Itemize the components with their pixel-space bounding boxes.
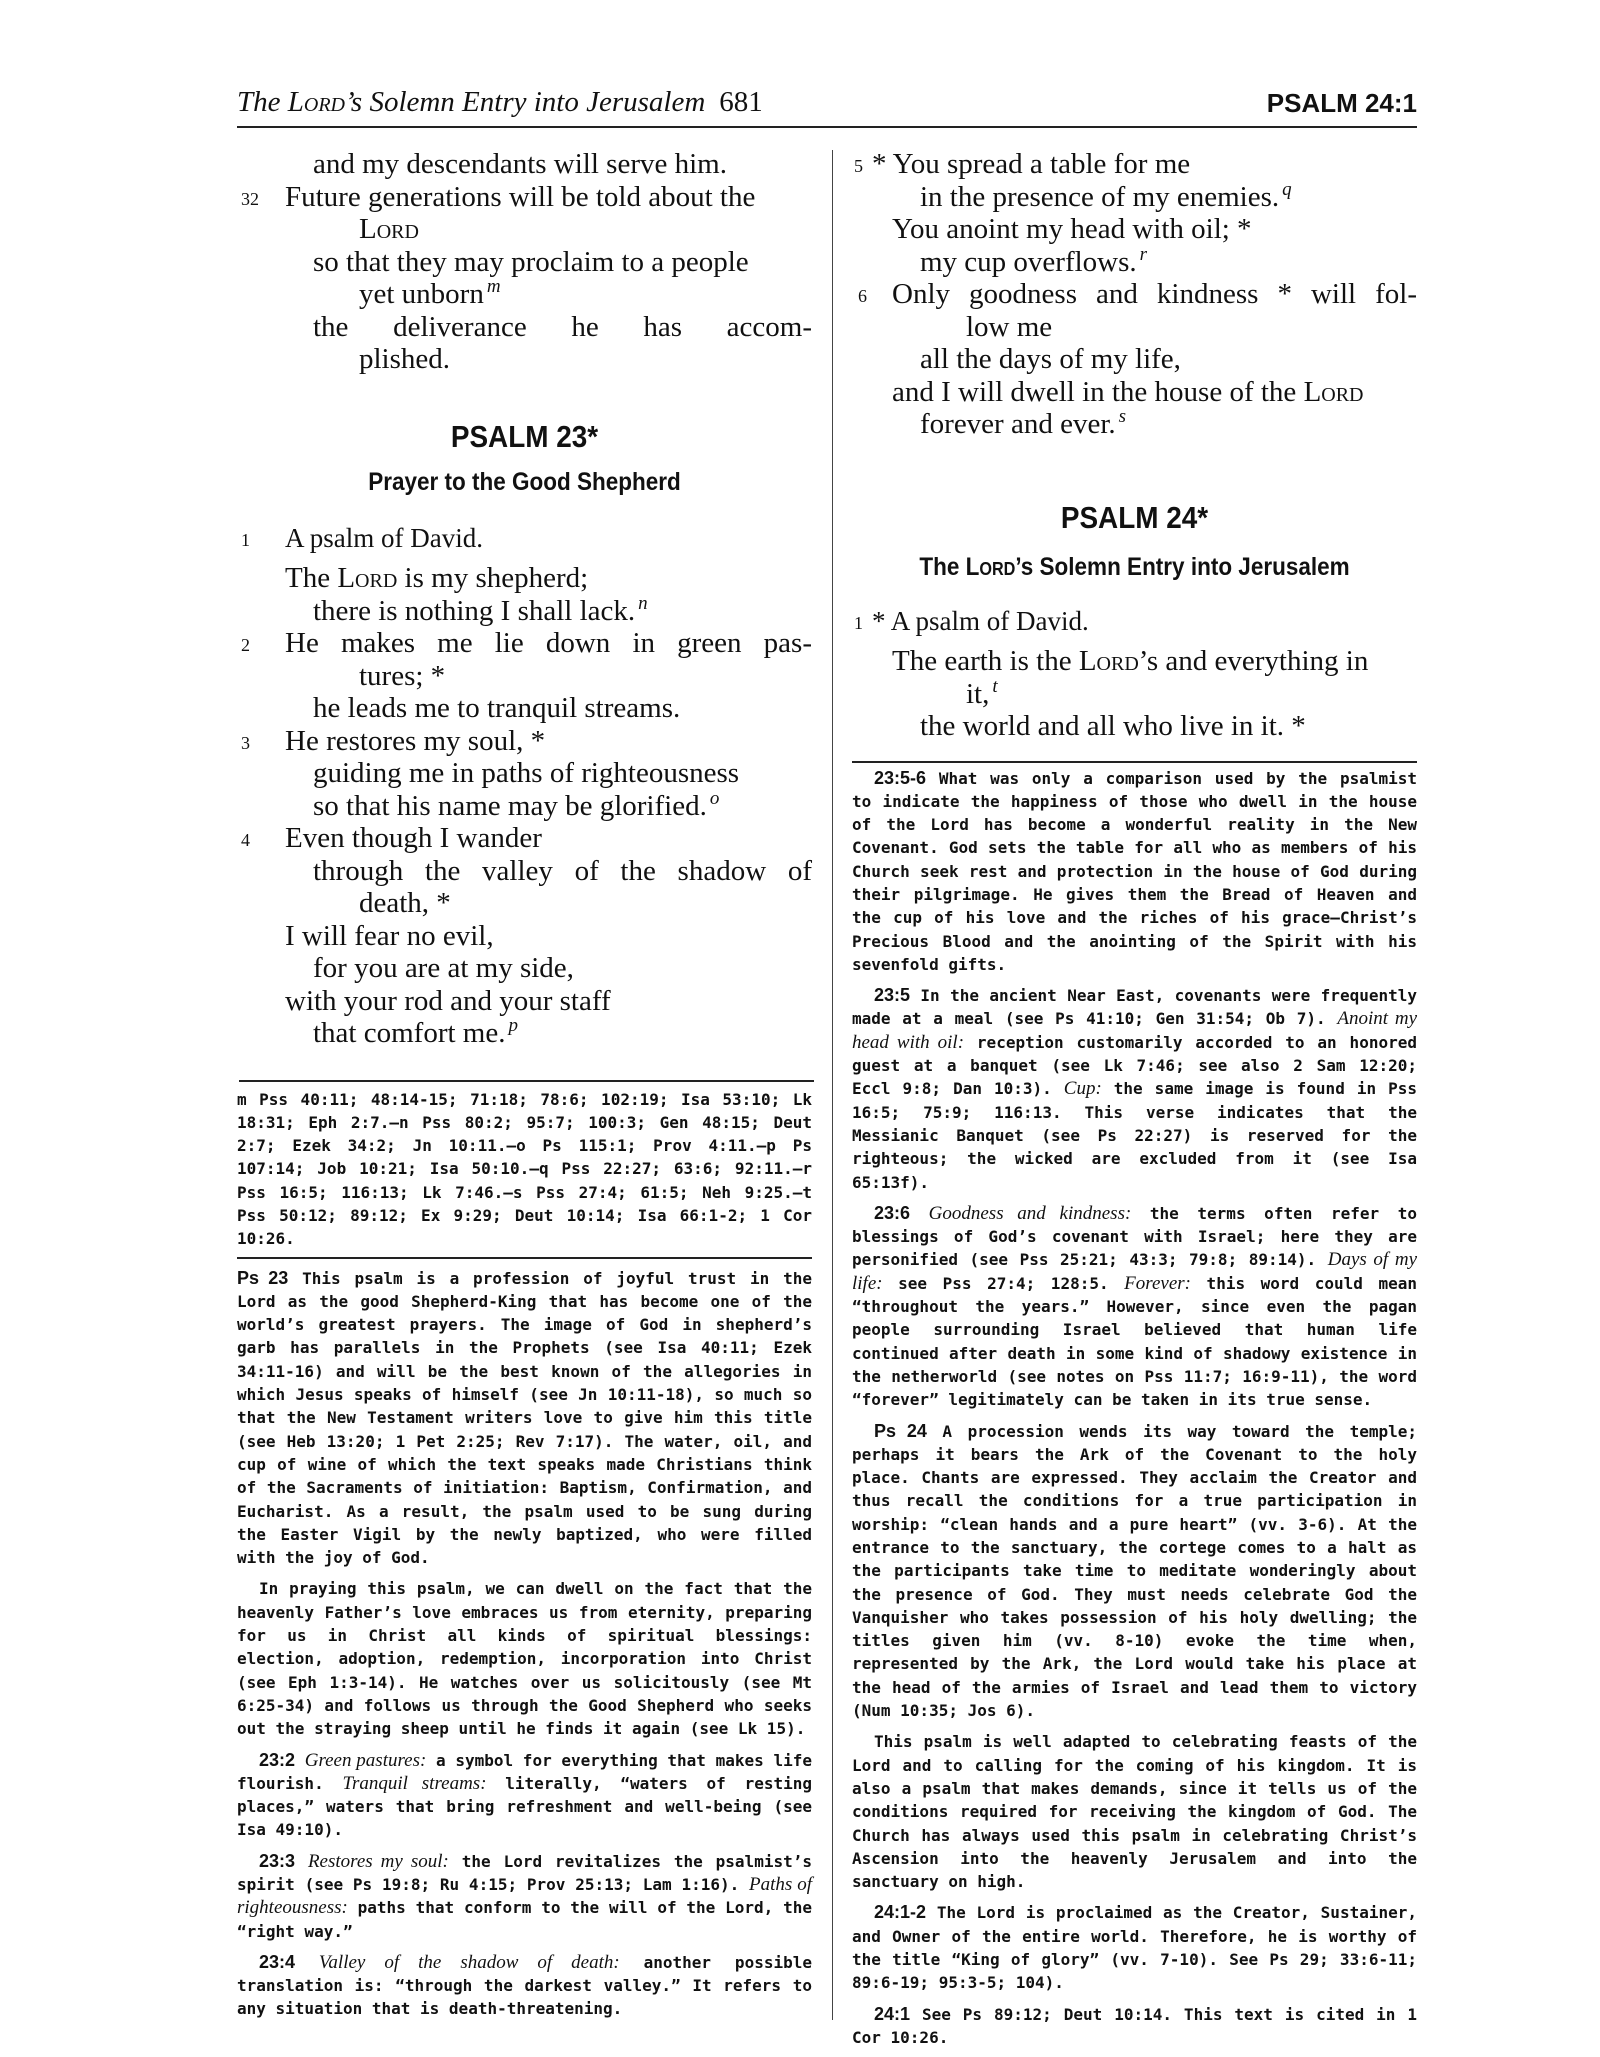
left-column [237, 148, 812, 2029]
verse-line: low me [966, 310, 1053, 343]
psalm-22-ending [237, 148, 812, 376]
verse-line: The earth is the Lord’s and everything in [892, 645, 1369, 677]
note-23-2: 23:2 Green pastures: a symbol for everything that makes life flourish. Tranquil streams: literally, “waters of resting places,” waters that bring refreshment and well-being (see Isa 49:10). [237, 1749, 813, 1840]
psalm-24-title: PSALM 24* [1060, 499, 1209, 535]
verse-line: Lord [359, 213, 419, 245]
verse-line: guiding me in paths of righteousness [313, 757, 740, 789]
verse-line: with your rod and your staff [285, 984, 611, 1017]
verse-line: 3 He restores my soul, * [241, 724, 546, 757]
verse-line: plished. [359, 343, 451, 375]
chapter-reference: PSALM 24:1 [1266, 88, 1417, 118]
verse-line: so that they may proclaim to a people [313, 245, 749, 278]
left-notes [237, 1259, 812, 2021]
note-24-1-2: 24:1-2 The Lord is proclaimed as the Creator, Sustainer, and Owner of the entire world. Therefore, he is worthy of the title “King of glory” (vv. 7-10). See Ps 29; 33:6-11; 89:6-19; 95:3-5; 104). [852, 1902, 1417, 1993]
running-header [237, 86, 1417, 128]
verse-line: and my descendants will serve him. [313, 148, 727, 180]
verse-line: 4 Even though I wander [241, 822, 542, 854]
verse-line: through the valley of the shadow of [313, 854, 812, 887]
cross-references: m Pss 40:11; 48:14-15; 71:18; 78:6; 102:19; Isa 53:10; Lk 18:31; Eph 2:7.—n Pss 80:2; 95:7; 100:3; Gen 48:15; Deut 2:7; Ezek 34:2; Jn 10:11.—o Ps 115:1; Prov 4:11.—p Ps 107:14; Job 10:21; Isa 50:10.—q Pss 22:27; 63:6; 92:11.—r Pss 16:5; 116:13; Lk 7:46.—s Pss 27:4; 61:5; Neh 9:25.—t Pss 50:12; 89:12; Ex 9:29; Deut 10:14; Isa 66:1-2; 1 Cor 10:26. [237, 1089, 812, 1249]
verse-line: and I will dwell in the house of the Lord [892, 375, 1364, 408]
note-23-5: 23:5 In the ancient Near East, covenants were frequently made at a meal (see Ps 41:10; Gen 31:54; Ob 7). Anoint my head with oil: reception customarily accorded to an honored guest at a banquet (see Lk 7:46; see also 2 Sam 12:20; Eccl 9:8; Dan 10:3). Cup: the same image is found in Pss 16:5; 75:9; 116:13. This verse indicates that the Messianic Banquet (see Ps 22:27) is reserved for the righteous; the wicked are excluded from it (see Isa 65:13f). [852, 985, 1417, 1192]
right-notes [852, 763, 1417, 2050]
right-column [852, 148, 1417, 2057]
note-23-6: 23:6 Goodness and kindness: the terms often refer to blessings of God’s covenant with Israel; here they are personified (see Pss 25:21; 43:3; 79:8; 89:14). Days of my life: see Pss 27:4; 128:5. Forever: this word could mean “throughout the years.” However, since even the pagan people surrounding Israel believed that human life continued after death in some kind of shadowy existence in the netherworld (see notes on Pss 11:7; 16:9-11), the word “forever” legitimately can be taken in its true sense. [852, 1202, 1418, 1410]
running-title: The Lord’s Solemn Entry into Jerusalem 681 [237, 86, 763, 118]
verse-line: so that his name may be glorified. $^o$ [313, 787, 720, 822]
superscription: 1 A psalm of David. [241, 522, 483, 553]
note-ps24: Ps 24 A procession wends its way toward the temple; perhaps it bears the Ark of the Covenant to the holy place. Chants are expressed. They acclaim the Creator and thus recall the conditions for a true participation in worship: “clean hands and a pure heart” (vv. 3-6). At the entrance to the sanctuary, the cortege comes to a halt as the participants take time to meditate wonderingly about the presence of God. They must needs celebrate God the Vanquisher who takes possession of his holy dwelling; the titles given him (vv. 8-10) evoke the time when, represented by the Ark, the Lord would take his place at the head of the armies of Israel and lead them to victory (Num 10:35; Jos 6). [852, 1420, 1418, 1721]
verse-line: my cup overflows. $^r$ [920, 243, 1148, 278]
psalm-23-subtitle: Prayer to the Good Shepherd [368, 467, 681, 496]
note-ps24-cont: This psalm is well adapted to celebrating feasts of the Lord and to calling for the coming of his kingdom. It is also a psalm that makes demands, since it tells us of the conditions required for receiving the kingdom of God. The Church has always used this psalm in celebrating Christ’s Ascension into the heavenly Jerusalem and into the sanctuary on high. [852, 1732, 1417, 1892]
note-ps23-cont: In praying this psalm, we can dwell on the fact that the heavenly Father’s love embraces us from eternity, preparing for us in Christ all kinds of spiritual blessings: election, adoption, redemption, incorporation into Christ (see Eph 1:3-14). He watches over us solicitously (see Mt 6:25-34) and follows us through the Good Shepherd who seeks out the straying sheep until he finds it again (see Lk 15). [237, 1579, 812, 1739]
verse-line: death, * [359, 887, 451, 919]
verse-line: he leads me to tranquil streams. [313, 692, 681, 724]
note-23-4: 23:4 Valley of the shadow of death: another possible translation is: “through the darkest valley.” It refers to any situation that is death-threatening. [237, 1951, 812, 2019]
verse-line: for you are at my side, [313, 952, 574, 984]
page-number: 681 [719, 86, 763, 118]
verse-line: there is nothing I shall lack. $^n$ [313, 592, 648, 627]
note-ps23: Ps 23 This psalm is a profession of joyful trust in the Lord as the good Shepherd-King that has become one of the world’s greatest prayers. The image of God in shepherd’s garb has parallels in the Prophets (see Isa 40:11; Ezek 34:11-16) and will be the best known of the allegories in which Jesus speaks of himself (see Jn 10:11-18), so much so that the New Testament writers love to give him this title (see Heb 13:20; 1 Pet 2:25; Rev 7:17). The water, oil, and cup of wine of which the text speaks made Christians think of the Sacraments of initiation: Baptism, Confirmation, and Eucharist. As a result, the psalm used to be sung during the Easter Vigil by the newly baptized, who were filled with the joy of God. [237, 1267, 812, 1568]
footnote-marker: m [486, 276, 501, 298]
verse-line: it, $^t$ [966, 675, 998, 710]
column-divider [832, 150, 833, 2020]
verse-line: tures; * [359, 659, 446, 692]
psalm-23-title: PSALM 23* [450, 418, 599, 454]
verse-line: You anoint my head with oil; * [892, 213, 1252, 245]
verse-line: forever and ever. $^s$ [920, 406, 1127, 440]
superscription: 1 * A psalm of David. [854, 605, 1089, 636]
note-23-3: 23:3 Restores my soul: the Lord revitalizes the psalmist’s spirit (see Ps 19:8; Ru 4:15; Prov 25:13; Lam 1:16). Paths of righteousness: paths that conform to the will of the Lord, the “right way.” [237, 1850, 812, 1941]
verse-line: 32 Future generations will be told about the [237, 181, 812, 214]
verse-line: the deliverance he has accom- [313, 310, 812, 343]
verse-line: the world and all who live in it. * [920, 710, 1306, 742]
psalm-24-subtitle: The Lord’s Solemn Entry into Jerusalem [919, 552, 1350, 581]
note-24-1: 24:1 See Ps 89:12; Deut 10:14. This text is cited in 1 Cor 10:26. [852, 2003, 1417, 2047]
verse-line: 5 * You spread a table for me [854, 148, 1191, 180]
verse-line: that comfort me. $^p$ [313, 1015, 518, 1049]
verse-line: 2 He makes me lie down in green pas- [241, 627, 812, 659]
verse-line: I will fear no evil, [285, 919, 494, 952]
verse-line: yet unborn $^m$ [359, 276, 501, 310]
verse-line: The Lord is my shepherd; [285, 562, 589, 594]
verse-line: in the presence of my enemies. $^q$ [920, 178, 1292, 213]
verse-number: 32 [241, 188, 259, 209]
verse-line: all the days of my life, [920, 343, 1181, 375]
verse-line: 6 Only goodness and kindness * will fol- [858, 278, 1417, 310]
psalm-23-continued [852, 148, 1417, 441]
psalm-24-text [852, 605, 1417, 743]
note-23-5-6: 23:5-6 What was only a comparison used by the psalmist to indicate the happiness of those who dwell in the house of the Lord has become a wonderful reality in the New Covenant. God sets the table for all who as members of his Church seek rest and protection in the house of God during their pilgrimage. He gives them the Bread of Heaven and the cup of his love and the riches of his grace—Christ’s Precious Blood and the anointing of the Spirit with his sevenfold gifts. [852, 767, 1417, 974]
psalm-23-text [237, 522, 812, 1050]
